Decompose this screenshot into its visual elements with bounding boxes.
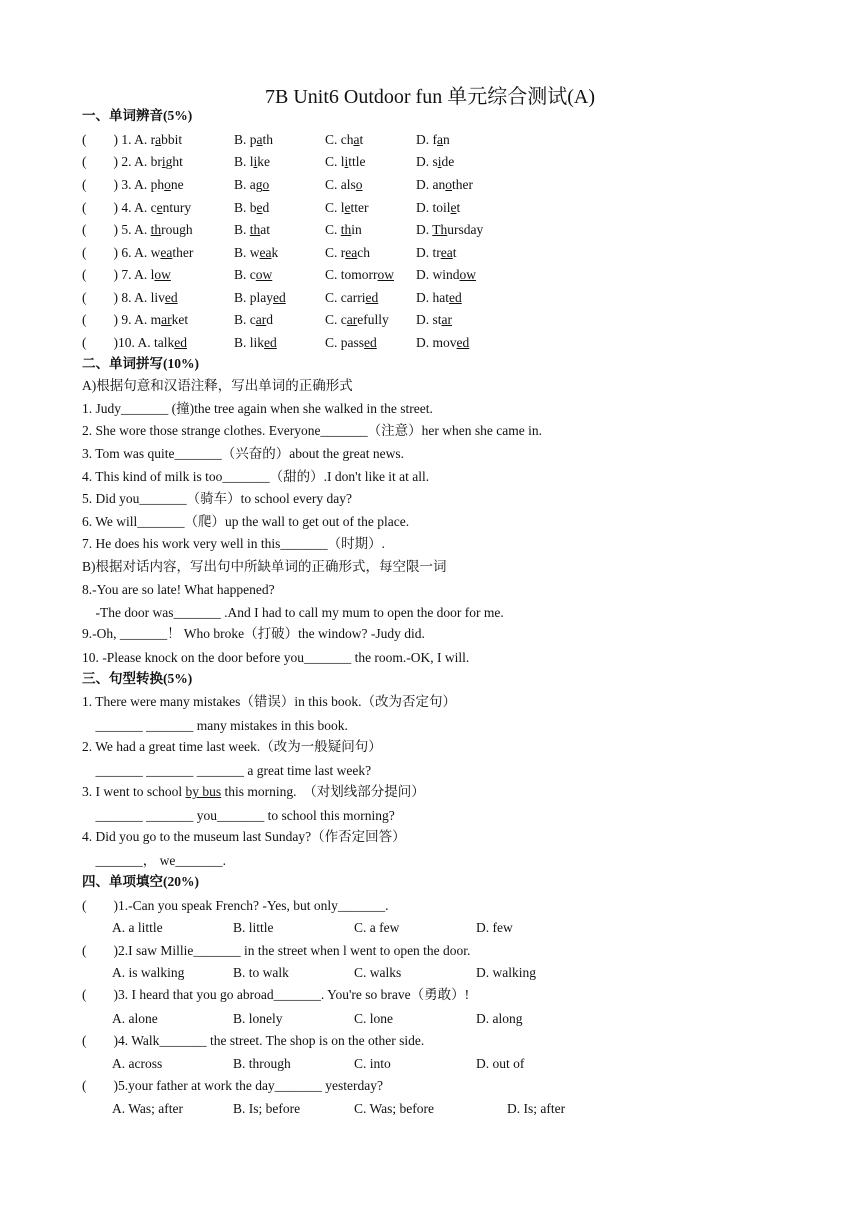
- phonetics-option-b: [234, 130, 273, 150]
- phonetics-option-a: [82, 220, 193, 240]
- word-text: ( ) 3. A. ph: [82, 177, 165, 192]
- phonetics-option-b: [234, 310, 273, 330]
- phonetics-option-c: [325, 265, 394, 285]
- word-text: D. mov: [416, 335, 457, 350]
- phonetics-option-d: [416, 243, 457, 263]
- word-sound: ow: [255, 267, 273, 282]
- phonetics-option-c: [325, 310, 389, 330]
- spelling-question-1: 1. Judy_______ (撞)the tree again when she walked in the street.: [82, 401, 433, 416]
- choice-option-d: D. few: [476, 920, 513, 935]
- phonetics-option-d: [416, 198, 460, 218]
- phonetics-option-d: [416, 152, 454, 172]
- page-title: 7B Unit6 Outdoor fun 单元综合测试(A): [265, 86, 595, 108]
- word-sound: e: [256, 200, 263, 215]
- word-sound: i: [344, 154, 349, 169]
- word-rest: bbit: [161, 132, 183, 147]
- phonetics-option-c: [325, 130, 363, 150]
- word-rest: rough: [161, 222, 193, 237]
- word-sound: ar: [255, 312, 267, 327]
- word-text: B.: [234, 222, 250, 237]
- word-sound: th: [150, 222, 162, 237]
- transform-question-3-prefix: 3. I went to school: [82, 784, 186, 799]
- word-text: D.: [416, 222, 433, 237]
- word-rest: d: [266, 312, 273, 327]
- choice-option-b: B. Is; before: [233, 1101, 301, 1116]
- word-sound: a: [256, 132, 263, 147]
- phonetics-option-d: [416, 220, 483, 240]
- word-rest: ket: [171, 312, 189, 327]
- choice-option-a: A. a little: [112, 920, 163, 935]
- word-text: B. play: [234, 290, 273, 305]
- choice-option-c: C. Was; before: [354, 1101, 435, 1116]
- transform-answer-2: _______ _______ _______ a great time last week?: [82, 763, 372, 778]
- phonetics-option-d: [416, 333, 469, 353]
- word-sound: ed: [273, 290, 286, 305]
- phonetics-option-b: [234, 152, 270, 172]
- phonetics-option-d: [416, 288, 462, 308]
- spelling-question-5: 5. Did you_______（骑车）to school every day?: [82, 491, 352, 506]
- word-rest: ursday: [447, 222, 484, 237]
- word-text: ( ) 8. A. liv: [82, 290, 165, 305]
- word-sound: ow: [377, 267, 394, 282]
- choice-option-a: A. alone: [112, 1011, 158, 1026]
- phonetics-option-c: [325, 288, 378, 308]
- choice-option-b: B. lonely: [233, 1011, 283, 1026]
- choice-option-d: D. Is; after: [507, 1101, 566, 1116]
- phonetics-option-c: [325, 152, 366, 172]
- phonetics-option-a: [82, 198, 191, 218]
- word-sound: ar: [161, 312, 172, 327]
- word-sound: ea: [345, 245, 358, 260]
- word-sound: a: [437, 132, 443, 147]
- word-rest: tter: [350, 200, 369, 215]
- word-sound: i: [161, 154, 166, 169]
- spelling-question-4: 4. This kind of milk is too_______（甜的）.I don't like it at all.: [82, 469, 430, 484]
- transform-question-1: 1. There were many mistakes（错误）in this book.（改为否定句）: [82, 694, 456, 709]
- section1-heading: 一、单词辨音(5%): [82, 108, 193, 123]
- word-text: D. toil: [416, 200, 451, 215]
- word-text: ( ) 4. A. c: [82, 200, 157, 215]
- phonetics-option-a: [82, 130, 182, 150]
- choice-option-d: D. along: [476, 1011, 523, 1026]
- word-sound: ar: [441, 312, 453, 327]
- word-text: ( ) 7. A. l: [82, 267, 155, 282]
- transform-answer-4: _______， we_______.: [82, 853, 226, 868]
- phonetics-option-a: [82, 265, 171, 285]
- word-text: ( ) 2. A. br: [82, 154, 162, 169]
- word-sound: o: [355, 177, 363, 192]
- word-sound: ed: [264, 335, 277, 350]
- word-text: C. ch: [325, 132, 354, 147]
- word-sound: ed: [364, 335, 377, 350]
- word-rest: ther: [172, 245, 194, 260]
- phonetics-option-b: [234, 288, 286, 308]
- word-text: D. an: [416, 177, 446, 192]
- choice-option-c: C. walks: [354, 965, 402, 980]
- word-sound: o: [164, 177, 171, 192]
- word-sound: ed: [449, 290, 462, 305]
- phonetics-option-d: [416, 175, 473, 195]
- section2-part-a-instruction: A)根据句意和汉语注释，写出单词的正确形式: [82, 378, 353, 393]
- word-text: C. r: [325, 245, 346, 260]
- word-text: ( ) 1. A. r: [82, 132, 156, 147]
- word-rest: d: [262, 200, 270, 215]
- choice-option-c: C. a few: [354, 920, 400, 935]
- phonetics-option-b: [234, 333, 277, 353]
- word-text: B. ag: [234, 177, 263, 192]
- phonetics-option-a: [82, 243, 193, 263]
- transform-answer-3: _______ _______ you_______ to school this morning?: [82, 808, 395, 823]
- choice-question: ( )4. Walk_______ the street. The shop is on the other side.: [82, 1033, 425, 1048]
- phonetics-option-d: [416, 130, 450, 150]
- word-sound: ea: [160, 245, 173, 260]
- phonetics-option-b: [234, 243, 278, 263]
- word-sound: ea: [259, 245, 272, 260]
- spelling-question-6: 6. We will_______（爬）up the wall to get out of the place.: [82, 514, 410, 529]
- phonetics-option-b: [234, 175, 269, 195]
- word-text: D. hat: [416, 290, 449, 305]
- spelling-question-7: 7. He does his work very well in this_______（时期）.: [82, 536, 385, 551]
- phonetics-option-a: [82, 152, 183, 172]
- word-sound: ow: [154, 267, 171, 282]
- word-rest: ne: [170, 177, 184, 192]
- word-rest: at: [260, 222, 271, 237]
- word-rest: efully: [357, 312, 389, 327]
- word-text: B. p: [234, 132, 257, 147]
- word-sound: a: [155, 132, 162, 147]
- word-sound: ar: [346, 312, 358, 327]
- word-text: B. l: [234, 154, 254, 169]
- choice-option-b: B. to walk: [233, 965, 289, 980]
- word-sound: e: [344, 200, 351, 215]
- word-rest: ther: [452, 177, 473, 192]
- choice-option-b: B. through: [233, 1056, 291, 1071]
- choice-question: ( )3. I heard that you go abroad_______. You're so brave（勇敢）!: [82, 987, 470, 1002]
- choice-option-b: B. little: [233, 920, 274, 935]
- dialogue-question-9: 9.-Oh, _______！ Who broke（打破）the window? -Judy did.: [82, 626, 425, 641]
- transform-question-3: [82, 782, 425, 802]
- phonetics-option-c: [325, 243, 370, 263]
- word-text: B. c: [234, 312, 256, 327]
- choice-option-a: A. Was; after: [112, 1101, 184, 1116]
- word-rest: ch: [357, 245, 370, 260]
- phonetics-option-a: [82, 288, 178, 308]
- word-sound: ed: [365, 290, 379, 305]
- choice-option-c: C. into: [354, 1056, 391, 1071]
- word-text: ( )10. A. talk: [82, 335, 175, 350]
- choice-question: ( )2.I saw Millie_______ in the street when l went to open the door.: [82, 943, 471, 958]
- phonetics-option-a: [82, 310, 188, 330]
- word-text: ( ) 5. A.: [82, 222, 151, 237]
- word-sound: e: [156, 200, 163, 215]
- section4-heading: 四、单项填空(20%): [82, 874, 199, 889]
- choice-option-a: A. is walking: [112, 965, 185, 980]
- word-rest: t: [452, 245, 457, 260]
- section2-part-b-instruction: B)根据对话内容，写出句中所缺单词的正确形式，每空限一词: [82, 559, 447, 574]
- word-text: D. tr: [416, 245, 441, 260]
- word-text: ( ) 9. A. m: [82, 312, 162, 327]
- word-rest: th: [262, 132, 274, 147]
- phonetics-option-d: [416, 265, 476, 285]
- phonetics-option-c: [325, 220, 362, 240]
- choice-question: ( )5.your father at work the day_______ yesterday?: [82, 1078, 384, 1093]
- word-text: D. s: [416, 154, 438, 169]
- word-sound: ow: [459, 267, 476, 282]
- phonetics-option-b: [234, 198, 269, 218]
- word-rest: de: [441, 154, 455, 169]
- word-text: B. w: [234, 245, 260, 260]
- word-sound: o: [445, 177, 452, 192]
- transform-question-2: 2. We had a great time last week.（改为一般疑问句）: [82, 739, 382, 754]
- word-text: B. c: [234, 267, 256, 282]
- section3-heading: 三、句型转换(5%): [82, 671, 193, 686]
- word-rest: t: [456, 200, 461, 215]
- word-rest: ntury: [162, 200, 192, 215]
- word-text: C. pass: [325, 335, 365, 350]
- choice-option-c: C. lone: [354, 1011, 393, 1026]
- word-text: C. c: [325, 312, 347, 327]
- dialogue-question-8-reply: -The door was_______ .And I had to call my mum to open the door for me.: [82, 605, 504, 620]
- phonetics-option-c: [325, 198, 369, 218]
- spelling-question-2: 2. She wore those strange clothes. Everyone_______（注意）her when she came in.: [82, 423, 543, 438]
- dialogue-question-10: 10. -Please knock on the door before you_______ the room.-OK, I will.: [82, 650, 470, 665]
- choice-option-a: A. across: [112, 1056, 163, 1071]
- word-text: C. tomorr: [325, 267, 378, 282]
- word-sound: i: [437, 154, 442, 169]
- phonetics-option-c: [325, 175, 363, 195]
- word-sound: ed: [174, 335, 187, 350]
- word-text: B. b: [234, 200, 257, 215]
- word-rest: ttle: [348, 154, 366, 169]
- transform-question-3-suffix: this morning. （对划线部分提问）: [221, 784, 425, 799]
- word-rest: ke: [257, 154, 271, 169]
- word-text: ( ) 6. A. w: [82, 245, 161, 260]
- word-sound: th: [340, 222, 352, 237]
- phonetics-option-a: [82, 333, 187, 353]
- transform-answer-1: _______ _______ many mistakes in this book.: [82, 718, 348, 733]
- word-rest: ght: [165, 154, 183, 169]
- word-text: C. l: [325, 200, 345, 215]
- word-text: B. lik: [234, 335, 265, 350]
- word-sound: ea: [440, 245, 453, 260]
- choice-option-d: D. walking: [476, 965, 536, 980]
- underlined-phrase: by bus: [185, 784, 222, 799]
- word-text: C.: [325, 222, 341, 237]
- phonetics-option-d: [416, 310, 452, 330]
- word-sound: ed: [164, 290, 178, 305]
- word-text: C. carri: [325, 290, 366, 305]
- word-sound: e: [450, 200, 457, 215]
- word-sound: o: [262, 177, 270, 192]
- word-rest: t: [359, 132, 364, 147]
- word-rest: k: [271, 245, 279, 260]
- word-text: D. f: [416, 132, 437, 147]
- transform-question-4: 4. Did you go to the museum last Sunday?（作否定回答）: [82, 829, 406, 844]
- phonetics-option-c: [325, 333, 377, 353]
- word-sound: a: [353, 132, 360, 147]
- word-sound: Th: [432, 222, 448, 237]
- word-text: C. als: [325, 177, 356, 192]
- word-text: D. wind: [416, 267, 460, 282]
- word-sound: th: [249, 222, 261, 237]
- word-rest: in: [351, 222, 362, 237]
- choice-question: ( )1.-Can you speak French? -Yes, but only_______.: [82, 898, 389, 913]
- choice-option-d: D. out of: [476, 1056, 525, 1071]
- word-rest: n: [443, 132, 450, 147]
- section2-heading: 二、单词拼写(10%): [82, 356, 199, 371]
- word-sound: i: [253, 154, 258, 169]
- word-text: D. st: [416, 312, 442, 327]
- phonetics-option-b: [234, 265, 272, 285]
- phonetics-option-b: [234, 220, 270, 240]
- dialogue-question-8: 8.-You are so late! What happened?: [82, 582, 275, 597]
- spelling-question-3: 3. Tom was quite_______（兴奋的）about the great news.: [82, 446, 405, 461]
- word-text: C. l: [325, 154, 345, 169]
- word-sound: ed: [456, 335, 470, 350]
- phonetics-option-a: [82, 175, 184, 195]
